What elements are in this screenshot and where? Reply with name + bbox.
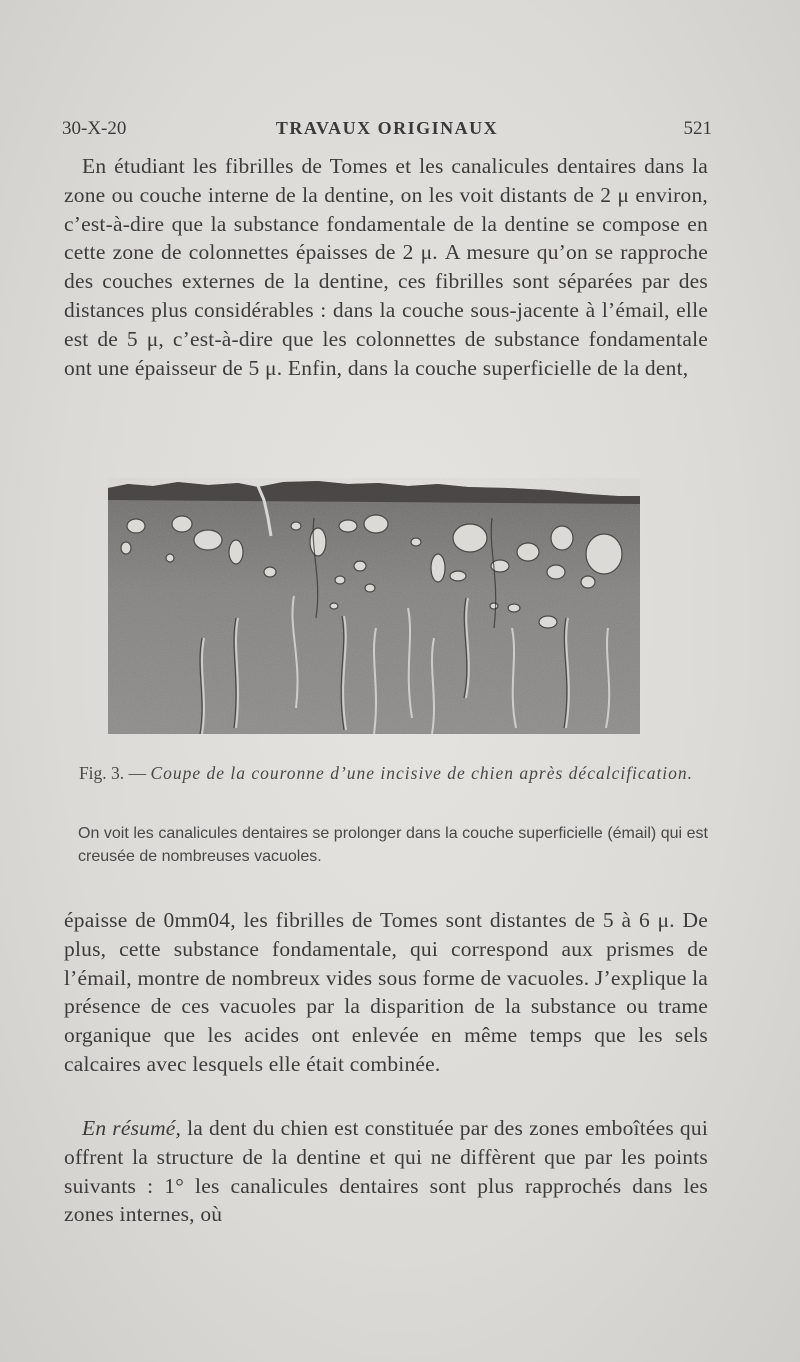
micrograph-image bbox=[108, 478, 640, 734]
paragraph-3-lead: En résumé, bbox=[82, 1116, 182, 1140]
figure-dash: — bbox=[128, 763, 147, 783]
figure-title: Coupe de la couronne d’une incisive de chien après décalcification. bbox=[150, 763, 694, 783]
header-date: 30-X-20 bbox=[62, 118, 127, 139]
paragraph-1: En étudiant les fibrilles de Tomes et les canalicules dentaires dans la zone ou couche interne de la dentine, on les voit distants de 2 μ environ, c’est-à-dire que la substance fondamentale de la dentine se compose en cette zone de colonnettes épaisses de 2 μ. A mesure qu’on se rapproche des couches externes de la dentine, ces fibrilles sont séparées par des distances plus considérables : dans la couche sous-jacente à l’émail, elle est de 5 μ, c’est-à-dire que les colonnettes de substance fondamentale ont une épaisseur de 5 μ. Enfin, dans la couche superficielle de la dent, bbox=[64, 154, 708, 380]
figure-micrograph bbox=[108, 478, 640, 734]
header-title: TRAVAUX ORIGINAUX bbox=[275, 118, 499, 138]
paragraph-3 bbox=[64, 1114, 708, 1229]
figure-description: On voit les canalicules dentaires se prolonger dans la couche superficielle (émail) qui est creusée de nombreuses vacuoles. bbox=[78, 825, 708, 865]
figure-caption-title bbox=[64, 761, 708, 785]
paragraph-3-rest: la dent du chien est constituée par des zones emboîtées qui offrent la structure de la dentine et qui ne diffèrent que par les points suivants : 1° les canalicules dentaires sont plus rapprochés dans les zones internes, où bbox=[64, 1116, 709, 1227]
figure-label: Fig. 3. bbox=[78, 763, 125, 783]
page-number: 521 bbox=[683, 118, 712, 139]
paragraph-2: épaisse de 0mm04, les fibrilles de Tomes sont distantes de 5 à 6 μ. De plus, cette substance fondamentale, qui correspond aux prismes de l’émail, montre de nombreux vides sous forme de vacuoles. J’explique la présence de ces vacuoles par la disparition de la substance ou trame organique que les acides ont enlevée en même temps que les sels calcaires avec lesquels elle était combinée. bbox=[64, 908, 708, 1076]
running-header bbox=[62, 118, 712, 150]
